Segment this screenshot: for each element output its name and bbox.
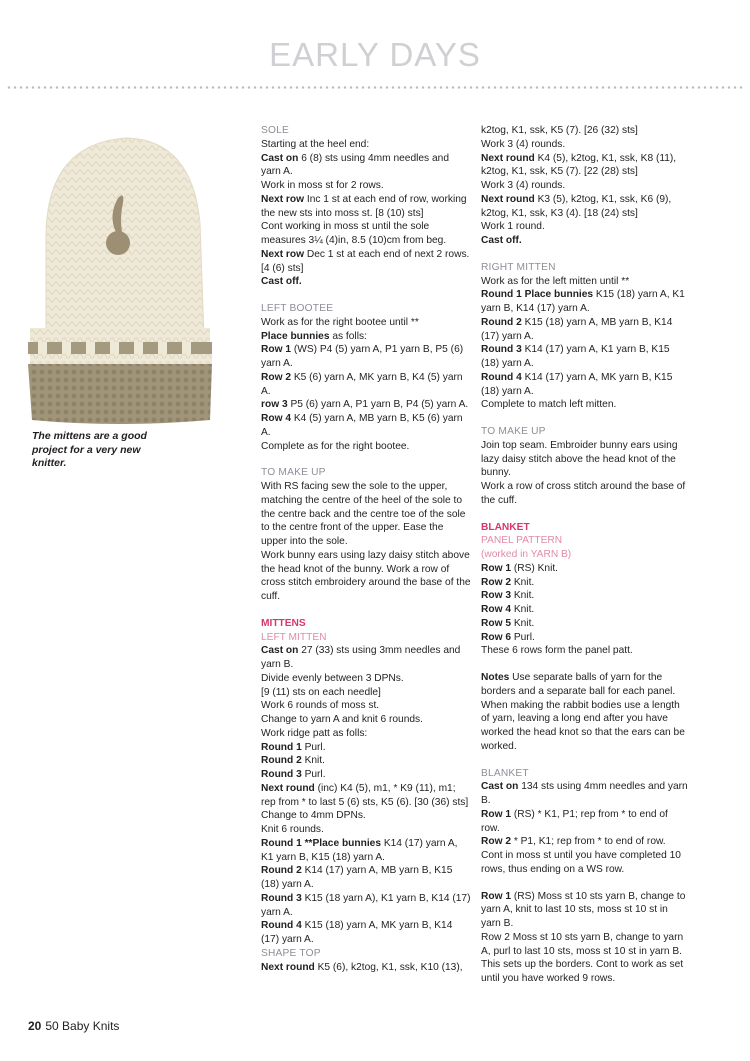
instruction-text: This sets up the borders. Cont to work as set until you have worked 9 rows. (481, 959, 684, 984)
pattern-line (481, 835, 689, 849)
pattern-line (261, 809, 471, 823)
instruction-text: Purl. (511, 631, 535, 643)
instruction-text: [9 (11) sts on each needle] (261, 686, 381, 698)
spacer (261, 289, 471, 302)
instruction-text: K3 (5), k2tog, K1, ssk, K6 (9), k2tog, K1, ssk, K3 (4). [18 (24) sts] (481, 193, 672, 219)
instruction-text: * P1, K1; rep from * to end of row. (511, 836, 666, 848)
instruction-label: row 3 (261, 399, 288, 411)
page-header-title: EARLY DAYS (269, 36, 481, 73)
instruction-text: Work 3 (4) rounds. (481, 180, 566, 191)
instruction-text: Divide evenly between 3 DPNs. (261, 672, 404, 684)
instruction-label: Round 3 (261, 892, 302, 904)
pattern-line (261, 343, 471, 371)
pattern-line (481, 316, 689, 344)
spacer (261, 453, 471, 466)
pattern-line (481, 603, 689, 617)
instruction-text: Join top seam. Embroider bunny ears using lazy daisy stitch above the head knot of the bunny. (481, 439, 678, 479)
section-heading: PANEL PATTERN (481, 535, 563, 547)
instruction-label: Round 1 (261, 741, 302, 753)
pattern-line (481, 193, 689, 221)
pattern-line (261, 440, 471, 454)
pattern-line (261, 412, 471, 440)
section-heading: TO MAKE UP (481, 426, 546, 437)
instruction-text: Purl. (301, 741, 326, 753)
section-heading: LEFT MITTEN (261, 631, 327, 643)
pattern-line (261, 152, 471, 180)
pattern-line (261, 398, 471, 412)
instruction-label: Round 3 (481, 344, 522, 356)
pattern-line (261, 782, 471, 810)
mitten-photo (22, 128, 222, 428)
instruction-label: Row 2 (481, 836, 512, 848)
pattern-line (261, 316, 471, 330)
section-heading: BLANKET (481, 767, 529, 779)
pattern-line (261, 919, 471, 947)
instruction-text: k2tog, K1, ssk, K5 (7). [26 (32) sts] (481, 125, 638, 136)
instruction-text: K15 (18) yarn A, K1 yarn B, K14 (17) yarn A. (481, 289, 685, 314)
instruction-text: Complete as for the right bootee. (261, 440, 410, 452)
instruction-text: Inc 1 st at each end of row, working the new sts into moss st. [8 (10) sts] (261, 193, 467, 219)
instruction-text: Work in moss st for 2 rows. (261, 180, 384, 191)
instruction-text: Knit. (511, 590, 535, 602)
instruction-label: Cast on (261, 152, 299, 164)
instruction-label: Round 3 (261, 769, 302, 780)
instruction-label: Next round (481, 152, 535, 164)
pattern-line (481, 562, 689, 576)
instruction-text: Work 6 rounds of moss st. (261, 700, 380, 712)
spacer (481, 248, 689, 261)
pattern-line (481, 931, 689, 959)
instruction-text: 6 (8) sts using 4mm needles and yarn A. (261, 152, 449, 178)
pattern-line (481, 152, 689, 180)
instruction-label: Row 3 (481, 590, 512, 602)
instruction-label: Row 1 (481, 808, 512, 820)
instruction-label: Row 4 (261, 413, 292, 424)
instruction-label: Cast on (261, 645, 299, 657)
instruction-text: 27 (33) sts using 3mm needles and yarn B. (261, 645, 461, 670)
instruction-text: Change to 4mm DPNs. (261, 810, 366, 822)
instruction-label: Row 6 (481, 631, 512, 643)
instruction-label: Round 4 (481, 371, 522, 383)
pattern-line (481, 179, 689, 193)
instruction-text: P5 (6) yarn A, P1 yarn B, P4 (5) yarn A. (287, 399, 469, 411)
instruction-label: Row 1 (481, 890, 512, 902)
pattern-line (481, 343, 689, 371)
pattern-line (481, 576, 689, 590)
pattern-line (481, 124, 689, 138)
instruction-text: Dec 1 st at each end of next 2 rows. [4 (6) sts] (261, 248, 470, 274)
pattern-line (261, 699, 471, 713)
pattern-line (481, 671, 689, 754)
instruction-label: Row 1 (261, 344, 292, 356)
instruction-text: Work 3 (4) rounds. (481, 138, 566, 150)
pattern-line (481, 644, 689, 658)
instruction-text: Knit. (511, 604, 535, 615)
page-footer (28, 1019, 119, 1033)
instruction-text: K15 (18) yarn A, MK yarn B, K14 (17) yarn A. (261, 920, 453, 945)
instruction-text: Work ridge patt as folls: (261, 727, 368, 739)
instruction-text: Cont working in moss st until the sole measures 3¼ (4)in, 8.5 (10)cm from beg. (261, 221, 447, 246)
instruction-label: Round 2 (261, 755, 302, 767)
instruction-label: Round 1 **Place bunnies (261, 837, 382, 849)
instruction-label: Row 2 (261, 371, 292, 383)
pattern-line (261, 275, 471, 289)
instruction-text: (RS) Moss st 10 sts yarn B, change to yarn A, knit to last 10 sts, moss st 10 st in yarn B. (481, 890, 686, 929)
instruction-label: Round 2 (481, 316, 522, 328)
instruction-label: Notes (481, 672, 510, 683)
pattern-line (481, 589, 689, 603)
section-heading: SHAPE TOP (261, 947, 321, 959)
section-heading: BLANKET (481, 521, 530, 533)
instruction-text: (RS) * K1, P1; rep from * to end of row. (481, 808, 668, 834)
pattern-line (481, 631, 689, 645)
right-text-column (481, 124, 689, 986)
instruction-text: as folls: (329, 330, 367, 342)
pattern-line (481, 220, 689, 234)
instruction-text: 134 sts using 4mm needles and yarn B. (481, 781, 688, 806)
pattern-line (261, 138, 471, 152)
dotted-divider (6, 86, 744, 89)
instruction-label: Round 2 (261, 865, 302, 877)
pattern-line (261, 179, 471, 193)
pattern-line (261, 193, 471, 221)
instruction-label: Round 1 Place bunnies (481, 289, 594, 301)
instruction-text: K15 (18) yarn A, MB yarn B, K14 (17) yarn A. (481, 316, 673, 342)
section-heading: RIGHT MITTEN (481, 261, 556, 273)
pattern-line (261, 892, 471, 920)
instruction-text: Work bunny ears using lazy daisy stitch above the head knot of the bunny. Work a row of cross stitch embroidery around the base of the cuff. (261, 549, 471, 602)
pattern-line (261, 672, 471, 686)
section-heading: MITTENS (261, 617, 306, 629)
instruction-text: Knit 6 rounds. (261, 824, 324, 835)
pattern-line (261, 961, 471, 975)
instruction-label: Next round (481, 193, 535, 205)
pattern-line (481, 138, 689, 152)
instruction-text: K4 (5), k2tog, K1, ssk, K8 (11), k2tog, K1, ssk, K5 (7). [22 (28) sts] (481, 152, 677, 178)
section-heading: SOLE (261, 125, 289, 136)
pattern-line (481, 371, 689, 399)
instruction-text: K14 (17) yarn A, K1 yarn B, K15 (18) yarn A. (481, 344, 670, 369)
pattern-line (481, 890, 689, 931)
left-text-column (261, 124, 471, 974)
instruction-label: Place bunnies (261, 330, 330, 342)
pattern-line (261, 823, 471, 837)
instruction-text: Work 1 round. (481, 221, 545, 233)
instruction-label: Next row (261, 193, 305, 205)
instruction-text: Row 2 Moss st 10 sts yarn B, change to yarn A, purl to last 10 sts, moss st 10 st in yarn B. (481, 931, 684, 957)
instruction-text: Purl. (301, 769, 326, 780)
pattern-line (261, 754, 471, 768)
instruction-text: Work as for the right bootee until ** (261, 316, 419, 328)
instruction-label: Next round (261, 961, 315, 973)
instruction-label: Cast off. (481, 235, 522, 246)
page-number: 20 (28, 1019, 42, 1033)
pattern-line (261, 330, 471, 344)
instruction-label: Row 2 (481, 576, 512, 588)
pattern-line (261, 741, 471, 755)
instruction-text: (inc) K4 (5), m1, * K9 (11), m1; rep from * to last 5 (6) sts, K5 (6). [30 (36) sts] (261, 782, 469, 808)
instruction-label: Row 1 (481, 562, 512, 574)
pattern-line (261, 727, 471, 741)
instruction-label: Row 5 (481, 617, 512, 629)
pattern-line (481, 849, 689, 877)
pattern-line (261, 644, 471, 672)
pattern-line (261, 220, 471, 248)
instruction-text: Starting at the heel end: (261, 138, 370, 150)
instruction-text: K4 (5) yarn A, MB yarn B, K5 (6) yarn A. (261, 413, 463, 438)
publication-name: 50 Baby Knits (45, 1019, 120, 1033)
pattern-line (481, 958, 689, 986)
instruction-label: Round 4 (261, 920, 302, 932)
instruction-text: K15 (18 yarn A), K1 yarn B, K14 (17) yarn A. (261, 892, 471, 918)
instruction-text: Knit. (511, 576, 535, 588)
instruction-label: Next round (261, 782, 315, 794)
pattern-line (261, 686, 471, 700)
pattern-line (481, 275, 689, 289)
pattern-line (481, 234, 689, 248)
pattern-line (481, 617, 689, 631)
spacer (481, 877, 689, 890)
instruction-text: Use separate balls of yarn for the borders and a separate ball for each panel. When making the rabbit bodies use a length of yarn, leaving a long end after you have worked the head knot so that the ears can be worked. (481, 672, 685, 752)
pattern-line (481, 288, 689, 316)
section-heading: LEFT BOOTEE (261, 303, 334, 314)
instruction-text: Knit. (301, 755, 325, 767)
pattern-line (261, 248, 471, 276)
instruction-text: These 6 rows form the panel patt. (481, 645, 633, 657)
spacer (481, 754, 689, 767)
instruction-text: K5 (6), k2tog, K1, ssk, K10 (13), (314, 961, 463, 973)
instruction-text: K14 (17) yarn A, MK yarn B, K15 (18) yarn A. (481, 371, 673, 397)
pattern-line (261, 768, 471, 782)
instruction-text: With RS facing sew the sole to the upper, matching the centre of the heel of the sole to the centre back and the centre toe of the sole to the centre front of the upper. Ease the upper into the sole. (261, 481, 466, 547)
instruction-text: Work as for the left mitten until ** (481, 275, 630, 287)
section-heading: TO MAKE UP (261, 467, 326, 479)
spacer (481, 658, 689, 671)
pattern-line (261, 864, 471, 892)
spacer (481, 508, 689, 521)
pattern-line (481, 808, 689, 836)
section-heading: (worked in YARN B) (481, 549, 572, 560)
pattern-line (481, 780, 689, 808)
instruction-label: Row 4 (481, 604, 512, 615)
pattern-line (261, 837, 471, 865)
photo-caption: The mittens are a good project for a very new knitter. (32, 430, 147, 469)
pattern-line (481, 439, 689, 480)
pattern-line (261, 713, 471, 727)
instruction-label: Cast on (481, 781, 519, 793)
instruction-text: Work a row of cross stitch around the base of the cuff. (481, 481, 686, 506)
instruction-text: K5 (6) yarn A, MK yarn B, K4 (5) yarn A. (261, 371, 463, 397)
instruction-text: (WS) P4 (5) yarn A, P1 yarn B, P5 (6) yarn A. (261, 344, 464, 369)
instruction-text: Cont in moss st until you have completed 10 rows, thus ending on a WS row. (481, 850, 681, 875)
spacer (261, 604, 471, 617)
pattern-line (481, 480, 689, 508)
pattern-line (261, 371, 471, 399)
instruction-label: Next row (261, 248, 305, 260)
pattern-line (481, 398, 689, 412)
instruction-text: K14 (17) yarn A, K1 yarn B, K15 (18) yarn A. (261, 837, 458, 863)
spacer (481, 412, 689, 425)
instruction-text: Complete to match left mitten. (481, 399, 617, 411)
pattern-line (261, 480, 471, 549)
pattern-line (261, 549, 471, 604)
instruction-label: Cast off. (261, 276, 302, 288)
instruction-text: Change to yarn A and knit 6 rounds. (261, 714, 423, 725)
instruction-text: (RS) Knit. (511, 562, 558, 574)
instruction-text: Knit. (511, 617, 535, 629)
instruction-text: K14 (17) yarn A, MB yarn B, K15 (18) yarn A. (261, 865, 453, 890)
